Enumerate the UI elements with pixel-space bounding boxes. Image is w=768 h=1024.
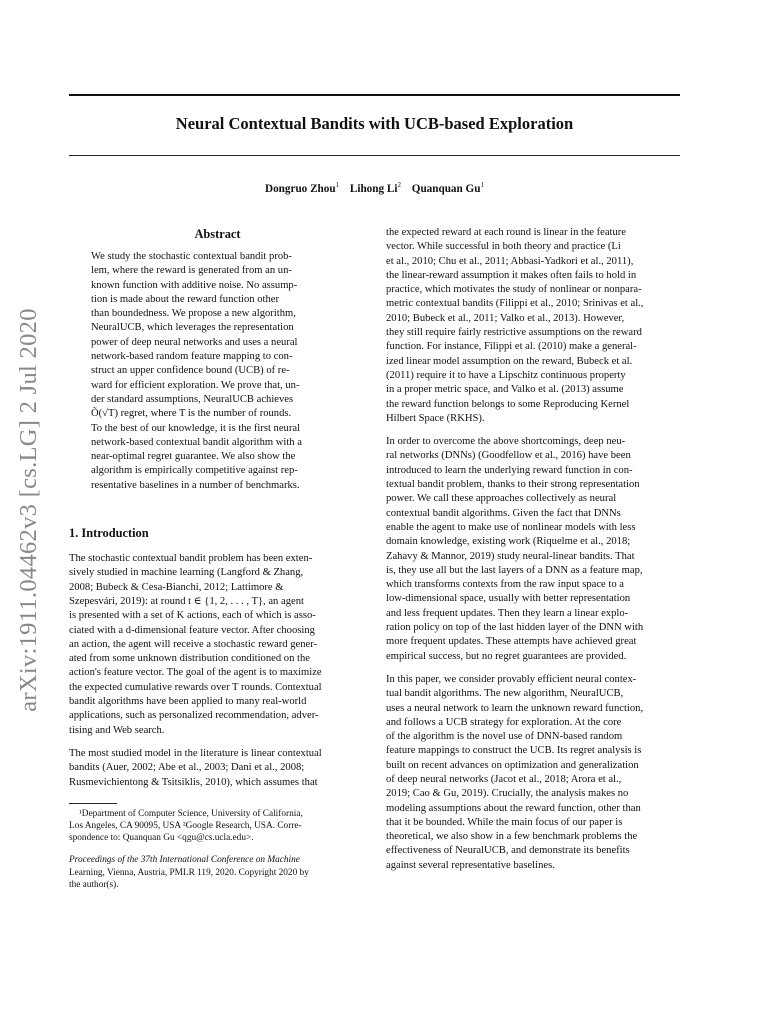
abstract-line: network-based contextual bandit algorithm with a	[91, 436, 302, 448]
text-line: theoretical, we also show in a few benchmark problems the	[386, 831, 638, 843]
text-line: the reward function belongs to some Reproducing Kernel	[386, 398, 630, 410]
text-line: the linear-reward assumption it makes often fails to hold in	[386, 269, 637, 281]
author-name: Lihong Li	[349, 183, 398, 195]
text-line: sively studied in machine learning (Langford & Zhang,	[69, 567, 304, 579]
abstract-line: NeuralUCB, which leverages the representation	[91, 322, 294, 334]
text-line: the expected cumulative rewards over T rounds. Contextual	[69, 681, 322, 693]
text-line: domain knowledge, existing work (Riquelme et al., 2018;	[386, 536, 631, 548]
text-line: 2008; Bubeck & Cesa-Bianchi, 2012; Lattimore &	[69, 581, 284, 593]
author-name: Quanquan Gu	[411, 183, 481, 195]
text-line: is presented with a set of K actions, each of which is asso-	[69, 610, 316, 622]
footnote-line: spondence to: Quanquan Gu <qgu@cs.ucla.edu>.	[69, 833, 254, 844]
text-line: textual bandit problem, thanks to their strong representation	[386, 479, 640, 491]
text-line: low-dimensional space, usually with better representation	[386, 593, 631, 605]
author-affil: 1	[335, 181, 340, 189]
text-line: an action, the agent will receive a stochastic reward gener-	[69, 638, 318, 650]
author-name: Dongruo Zhou	[265, 183, 336, 195]
text-line: tual bandit algorithms. The new algorithm, NeuralUCB,	[386, 688, 624, 700]
proceedings-line: the author(s).	[69, 879, 119, 890]
abstract-line: der standard assumptions, NeuralUCB achieves	[91, 393, 294, 405]
abstract-line: ward for efficient exploration. We prove that, un-	[91, 379, 300, 391]
author-list	[69, 181, 680, 195]
paragraph-linear-bandits	[386, 226, 680, 426]
top-rule	[69, 94, 680, 96]
paragraph-neural-bandits	[386, 435, 680, 664]
abstract-line: network-based random feature mapping to con-	[91, 351, 293, 363]
text-line: Szepesvári, 2019): at round t ∈ {1, 2, . . . , T}, an agent	[69, 595, 304, 607]
text-line: Hilbert Space (RKHS).	[386, 412, 485, 424]
text-line: against several representative baselines.	[386, 859, 555, 871]
text-line: that it be bounded. While the main focus of our paper is	[386, 816, 623, 828]
proceedings-line: Proceedings of the 37th International Conference on Machine	[69, 855, 300, 866]
text-line: contextual bandit algorithms. Given the fact that DNNs	[386, 507, 621, 519]
abstract-line: known function with additive noise. No assump-	[91, 279, 298, 291]
abstract-line: than boundedness. We propose a new algorithm,	[91, 308, 296, 320]
text-line: empirical success, but no regret guarantees are provided.	[386, 650, 627, 662]
footnote-line: Los Angeles, CA 90095, USA ²Google Research, USA. Corre-	[69, 821, 302, 831]
text-line: effectiveness of NeuralUCB, and demonstrate its benefits	[386, 845, 630, 857]
paragraph-this-paper	[386, 673, 680, 873]
section-heading-introduction: 1. Introduction	[69, 526, 149, 541]
text-line: metric contextual bandits (Filippi et al., 2010; Srinivas et al.,	[386, 298, 644, 310]
abstract-line: lem, where the reward is generated from an un-	[91, 265, 292, 277]
proceedings-note	[69, 854, 366, 891]
text-line: (2011) require it to have a Lipschitz continuous property	[386, 369, 626, 381]
text-line: which transforms contexts from the raw input space to a	[386, 579, 624, 591]
proceedings-line: Learning, Vienna, Austria, PMLR 119, 2020. Copyright 2020 by	[69, 867, 309, 878]
text-line: of deep neural networks (Jacot et al., 2018; Arora et al.,	[386, 773, 622, 785]
abstract-body	[91, 250, 344, 493]
text-line: function. For instance, Filippi et al. (2010) make a general-	[386, 341, 637, 353]
text-line: In order to overcome the above shortcomings, deep neu-	[386, 436, 626, 448]
abstract-line: To the best of our knowledge, it is the first neural	[91, 422, 301, 434]
right-column	[386, 226, 680, 882]
intro-paragraph-1	[69, 552, 366, 738]
text-line: Zahavy & Mannor, 2019) study neural-linear bandits. That	[386, 550, 635, 562]
intro-paragraph-2	[69, 747, 366, 790]
text-line: of the algorithm is the novel use of DNN-based random	[386, 731, 623, 743]
text-line: tising and Web search.	[69, 724, 165, 736]
text-line: ated from some unknown distribution conditioned on the	[69, 653, 310, 665]
abstract-line: algorithm is empirically competitive against rep-	[91, 465, 298, 477]
text-line: feature mappings to construct the UCB. Its regret analysis is	[386, 745, 642, 757]
text-line: 2019; Cao & Gu, 2019). Crucially, the analysis makes no	[386, 788, 629, 800]
text-line: ized linear model assumption on the reward, Bubeck et al.	[386, 355, 633, 367]
abstract-line: resentative baselines in a number of benchmarks.	[91, 479, 300, 491]
text-line: and follows a UCB strategy for exploration. At the core	[386, 716, 622, 728]
text-line: In this paper, we consider provably efficient neural contex-	[386, 673, 637, 685]
text-line: practice, which motivates the study of nonlinear or nonpara-	[386, 284, 642, 296]
abstract-heading: Abstract	[194, 227, 241, 241]
text-line: The stochastic contextual bandit problem has been exten-	[69, 553, 313, 565]
footnote-line: ¹Department of Computer Science, University of California,	[79, 808, 303, 819]
abstract-line: Õ(√T) regret, where T is the number of rounds.	[91, 408, 292, 420]
text-line: Rusmevichientong & Tsitsiklis, 2010), which assumes that	[69, 776, 318, 788]
text-line: is, they use all but the last layers of a DNN as a feature map,	[386, 564, 643, 576]
footnotes	[69, 808, 366, 845]
author-affil: 1	[480, 181, 484, 189]
text-line: The most studied model in the literature is linear contextual	[69, 747, 322, 759]
left-column	[69, 226, 366, 891]
text-line: introduced to learn the underlying reward function in con-	[386, 464, 633, 476]
text-line: uses a neural network to learn the unknown reward function,	[386, 702, 644, 714]
footnote-rule	[69, 803, 117, 804]
abstract-line: tion is made about the reward function other	[91, 293, 279, 305]
abstract-line: near-optimal regret guarantee. We also show the	[91, 451, 296, 463]
text-line: action's feature vector. The goal of the agent is to maximize	[69, 667, 322, 679]
text-line: applications, such as personalized recommendation, adver-	[69, 710, 319, 722]
text-line: et al., 2010; Chu et al., 2011; Abbasi-Yadkori et al., 2011),	[386, 255, 634, 267]
abstract-line: power of deep neural networks and uses a neural	[91, 336, 298, 348]
text-line: they still require fairly restrictive assumptions on the reward	[386, 327, 642, 339]
text-line: ral networks (DNNs) (Goodfellow et al., 2016) have been	[386, 450, 631, 462]
text-line: bandit algorithms have been applied to many real-world	[69, 696, 307, 708]
text-line: bandits (Auer, 2002; Abe et al., 2003; Dani et al., 2008;	[69, 762, 305, 774]
text-line: built on recent advances on optimization and generalization	[386, 759, 639, 771]
text-line: the expected reward at each round is linear in the feature	[386, 227, 627, 238]
title-rule	[69, 155, 680, 156]
text-line: and less frequent updates. Then they learn a linear explo-	[386, 607, 629, 619]
abstract-line: struct an upper confidence bound (UCB) of re-	[91, 365, 290, 377]
text-line: enable the agent to make use of nonlinear models with less	[386, 521, 636, 533]
text-line: modeling assumptions about the reward function, other than	[386, 802, 641, 814]
arxiv-stamp: arXiv:1911.04462v3 [cs.LG] 2 Jul 2020	[15, 308, 42, 712]
text-line: vector. While successful in both theory and practice (Li	[386, 241, 621, 253]
text-line: power. We call these approaches collectively as neural	[386, 493, 617, 505]
paper-title: Neural Contextual Bandits with UCB-based Exploration	[175, 114, 574, 133]
text-line: 2010; Bubeck et al., 2011; Valko et al., 2013). However,	[386, 312, 625, 324]
author-affil: 2	[397, 181, 401, 189]
text-line: in a proper metric space, and Valko et al. (2013) assume	[386, 384, 624, 396]
text-line: ration policy on top of the last hidden layer of the DNN with	[386, 622, 644, 634]
abstract-line: We study the stochastic contextual bandit prob-	[91, 251, 292, 262]
text-line: ciated with a d-dimensional feature vector. After choosing	[69, 624, 315, 636]
text-line: more frequent updates. These attempts have achieved great	[386, 636, 637, 648]
